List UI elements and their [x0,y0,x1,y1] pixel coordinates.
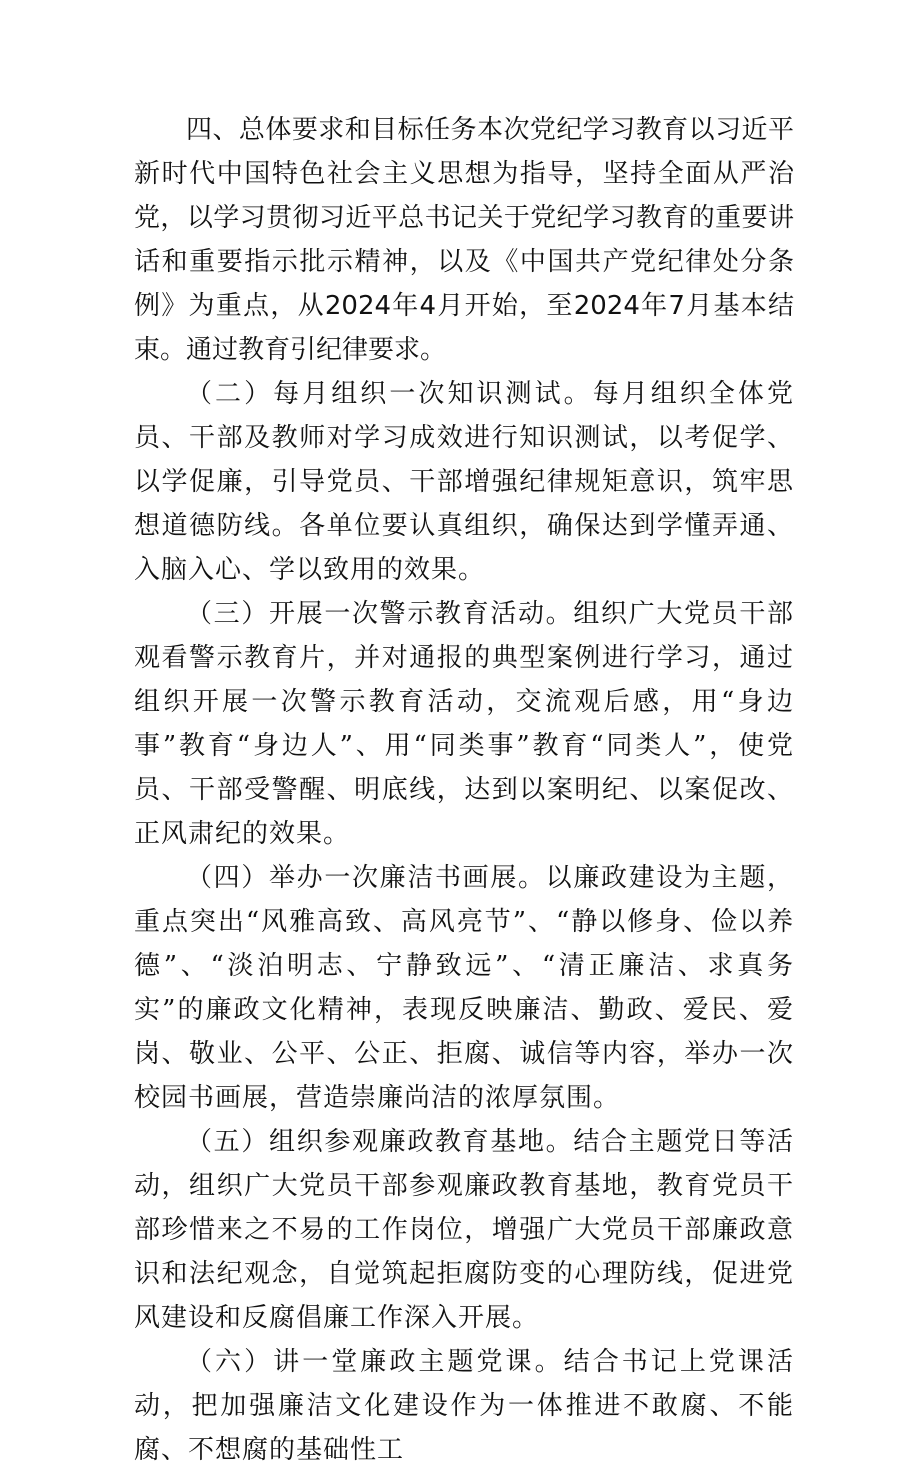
paragraph-visit-education-base: （五）组织参观廉政教育基地。结合主题党日等活动，组织广大党员干部参观廉政教育基地，教育党员干部珍惜来之不易的工作岗位，增强广大党员干部廉政意识和法纪观念，自觉筑起拒腐防变的心理防线，促进党风建设和反腐倡廉工作深入开展。 [134,1127,794,1333]
paragraph-overall-requirements-text: 四、总体要求和目标任务本次党纪学习教育以习近平新时代中国特色社会主义思想为指导，坚持全面从严治党，以学习贯彻习近平总书记关于党纪学习教育的重要讲话和重要指示批示精神，以及《中国共产党纪律处分条例》为重点，从2024年4月开始，至2024年7月基本结束。通过教育引 [134,115,794,365]
paragraph-overall-requirements-tail: 纪律要求。 [316,335,447,365]
paragraph-warning-education: （三）开展一次警示教育活动。组织广大党员干部观看警示教育片，并对通报的典型案例进行学习，通过组织开展一次警示教育活动，交流观后感，用“身边事”教育“身边人”、用“同类事”教育“同类人”，使党员、干部受警醒、明底线，达到以案明纪、以案促改、正风肃纪的效果。 [134,599,794,849]
paragraph-knowledge-test: （二）每月组织一次知识测试。每月组织全体党员、干部及教师对学习成效进行知识测试，以考促学、以学促廉，引导党员、干部增强纪律规矩意识，筑牢思想道德防线。各单位要认真组织，确保达到学懂弄通、入脑入心、学以致用的效果。 [134,379,794,585]
document-body [134,108,794,1472]
paragraph-party-lecture: （六）讲一堂廉政主题党课。结合书记上党课活动，把加强廉洁文化建设作为一体推进不敢腐、不能腐、不想腐的基础性工 [134,1347,794,1465]
paragraph-calligraphy-exhibition: （四）举办一次廉洁书画展。以廉政建设为主题，重点突出“风雅高致、高风亮节”、“静以修身、俭以养德”、“淡泊明志、宁静致远”、“清正廉洁、求真务实”的廉政文化精神，表现反映廉洁、勤政、爱民、爱岗、敬业、公平、公正、拒腐、诚信等内容，举办一次校园书画展，营造崇廉尚洁的浓厚氛围。 [134,863,794,1113]
paragraph-overall-requirements [134,108,794,372]
